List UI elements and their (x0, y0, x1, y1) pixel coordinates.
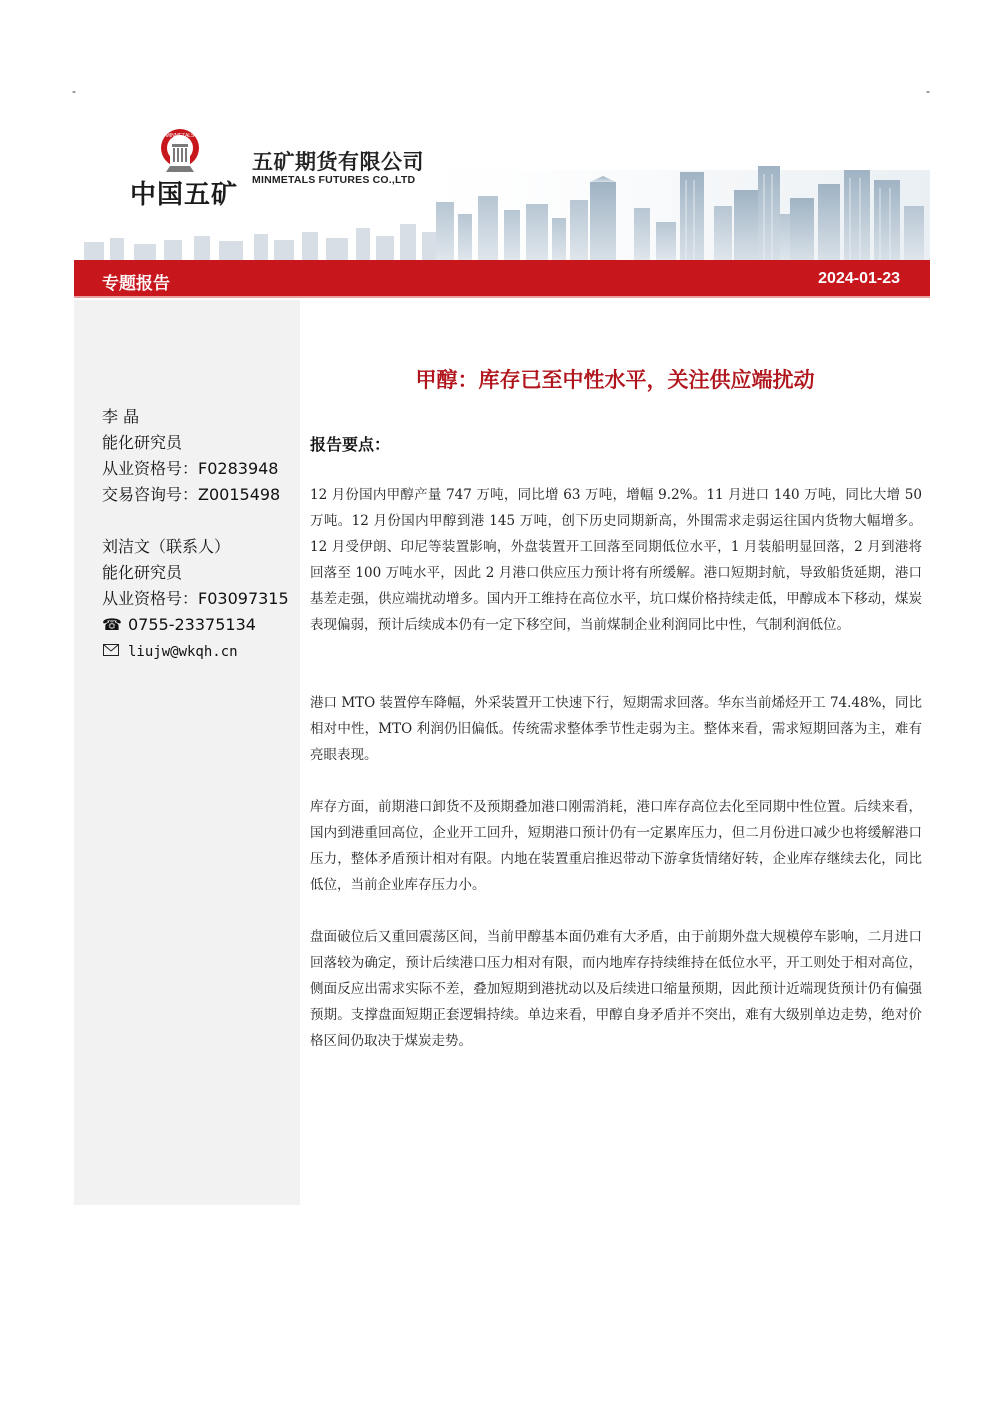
analyst-role: 能化研究员 (102, 563, 183, 582)
analyst-block-1 (102, 404, 280, 508)
analyst-role: 能化研究员 (102, 433, 183, 452)
body-paragraph-4: 盘面破位后又重回震荡区间，当前甲醇基本面仍难有大矛盾，由于前期外盘大规模停车影响，二月进口回落较为确定，预计后续港口压力相对有限，而内地库存持续维持在低位水平，开工则处于相对高位，侧面反应出需求实际不差，叠加短期到港扰动以及后续进口缩量预期，因此预计近端现货预计仍有偏强预期。支撑盘面短期正套逻辑持续。单边来看，甲醇自身矛盾并不突出，难有大级别单边走势，绝对价格区间仍取决于煤炭走势。 (310, 929, 922, 1049)
report-type-band (74, 260, 930, 298)
report-header (74, 110, 930, 260)
body-paragraph-3: 库存方面，前期港口卸货不及预期叠加港口刚需消耗，港口库存高位去化至同期中性位置。后续来看，国内到港重回高位，企业开工回升，短期港口预计仍有一定累库压力，但二月份进口减少也将缓解港口压力，整体矛盾预计相对有限。内地在装置重启推迟带动下游拿货情绪好转，企业库存继续去化，同比低位，当前企业库存压力小。 (310, 799, 922, 893)
company-name-en: MINMETALS FUTURES CO.,LTD (252, 174, 416, 186)
analyst-license: 从业资格号：F03097315 (102, 589, 289, 608)
analyst-block-2 (102, 534, 289, 665)
analyst-license: 从业资格号：F0283948 (102, 459, 279, 478)
analyst-consult-number: 交易咨询号：Z0015498 (102, 485, 281, 504)
report-type-label: 专题报告 (102, 274, 170, 294)
body-paragraph-2: 港口 MTO 装置停车降幅，外采装置开工快速下行，短期需求回落。华东当前烯烃开工 74.48%，同比相对中性，MTO 利润仍旧偏低。传统需求整体季节性走弱为主。整体来看，需求短期回落为主，难有亮眼表现。 (310, 695, 922, 763)
analyst-phone: ☎ 0755-23375134 (102, 612, 289, 638)
emblem-text: MINMETALS (165, 133, 195, 139)
group-logo-text: 中国五矿 (130, 180, 239, 210)
company-name-cn: 五矿期货有限公司 (252, 150, 424, 174)
analyst-sidebar (74, 300, 300, 1205)
phone-icon: ☎ (102, 615, 122, 634)
analyst-name: 李 晶 (102, 407, 140, 426)
analyst-email[interactable]: liujw@wkqh.cn (102, 638, 289, 665)
report-title: 甲醇：库存已至中性水平，关注供应端扰动 (415, 368, 815, 392)
analyst-name: 刘洁文（联系人） (102, 537, 231, 556)
section-heading: 报告要点： (310, 435, 391, 454)
envelope-icon (102, 638, 120, 664)
body-paragraph-1: 12 月份国内甲醇产量 747 万吨，同比增 63 万吨，增幅 9.2%。11 月进口 140 万吨，同比大增 50 万吨。12 月份国内甲醇到港 145 万吨，创下历史同期新高，外围需求走弱运往国内货物大幅增多。12 月受伊朗、印尼等装置影响，外盘装置开工回落至同期低位水平，1 月装船明显回落，2 月到港将回落至 100 万吨水平，因此 2 月港口供应压力预计将有所缓解。港口短期封航，导致船货延期，港口基差走强，供应端扰动增多。国内开工维持在高位水平，坑口煤价格持续走低，甲醇成本下移动，煤炭表现偏弱，预计后续成本仍有一定下移空间，当前煤制企业利润同比中性，气制利润低位。 (310, 487, 922, 633)
corner-mark-right: - (926, 84, 930, 98)
corner-mark-left: - (72, 84, 76, 98)
report-date: 2024-01-23 (818, 270, 900, 287)
